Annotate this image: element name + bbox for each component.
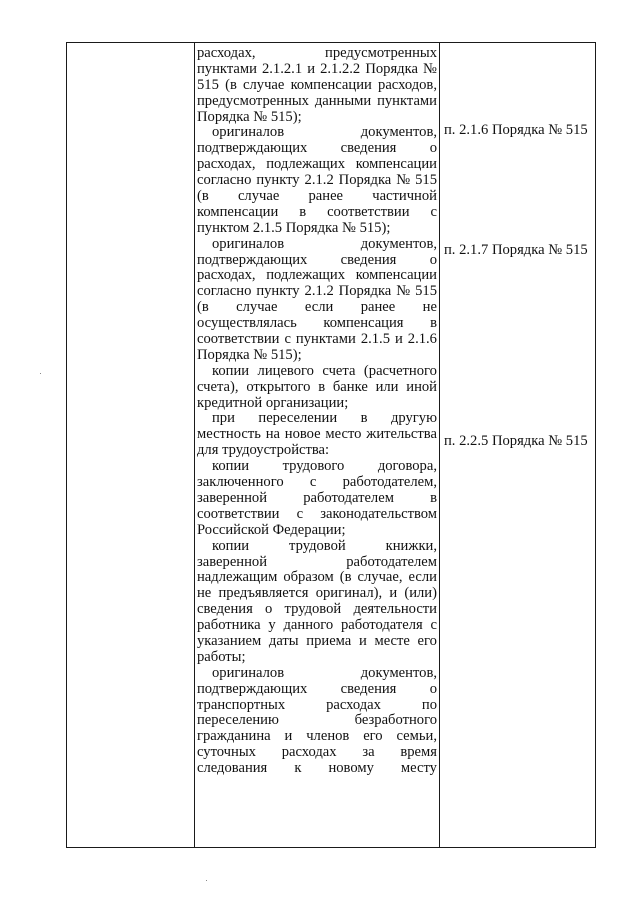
text-line — [197, 713, 437, 729]
word: случае — [237, 189, 280, 205]
word: расходах — [281, 745, 337, 761]
word: с — [430, 204, 437, 220]
word: случае — [243, 77, 285, 93]
word: компенсации — [197, 204, 279, 220]
word: 2.1.2.2 — [320, 61, 361, 77]
word: сведения — [197, 602, 253, 618]
word: расходов, — [378, 77, 437, 93]
word: пунктами — [377, 93, 437, 109]
word: (в — [197, 189, 209, 205]
word: 2.1.2 — [304, 284, 334, 300]
word: Порядка — [338, 284, 392, 300]
word: (в — [225, 77, 237, 93]
column-divider-2 — [439, 42, 440, 848]
word: если — [304, 300, 334, 316]
word: пунктами — [295, 332, 356, 348]
word: в — [430, 316, 437, 332]
word: и — [394, 332, 403, 348]
word: предусмотренных — [197, 93, 309, 109]
text-line — [197, 364, 437, 380]
word: с — [296, 506, 304, 522]
word: о — [429, 252, 437, 268]
word: не — [422, 300, 437, 316]
word: книжки, — [385, 538, 437, 554]
text-line — [197, 427, 437, 443]
word: заверенной — [197, 490, 268, 506]
text-line — [197, 507, 437, 523]
text-line — [197, 332, 437, 348]
word: оригиналов — [212, 665, 285, 681]
word: работодателем, — [342, 475, 437, 491]
text-line — [197, 268, 437, 284]
word: работника — [197, 618, 261, 634]
word: предъявляется — [218, 586, 309, 602]
word: местность — [197, 427, 261, 443]
word: 2.1.2 — [304, 173, 334, 189]
text-line — [197, 380, 437, 396]
word: (в — [339, 570, 352, 586]
word: или — [375, 379, 399, 395]
word: № — [396, 284, 411, 300]
text-line: пунктом 2.1.5 Порядка № 515); — [197, 220, 391, 236]
word: приема — [306, 633, 352, 649]
word: в — [299, 204, 307, 220]
word: суточных — [197, 745, 256, 761]
word: № — [423, 61, 437, 77]
word: законодательством — [320, 506, 437, 522]
text-line — [197, 475, 437, 491]
text-line: Порядка № 515); — [197, 109, 302, 125]
scan-speck — [40, 373, 41, 374]
word: переселении — [258, 411, 338, 427]
word: № — [396, 173, 411, 189]
text-line — [197, 141, 437, 157]
word: и — [389, 586, 398, 602]
word: компенсации — [355, 157, 437, 173]
word: компенсация — [323, 316, 404, 332]
word: работодателем — [303, 490, 394, 506]
word: ранее — [308, 189, 344, 205]
word: подлежащих — [266, 268, 346, 284]
word: сведения — [340, 681, 397, 697]
text-line — [197, 602, 437, 618]
word: семьи, — [396, 729, 437, 745]
text-line — [197, 570, 437, 586]
word: по — [421, 697, 437, 713]
word: оригинал), — [315, 586, 383, 602]
word: случае, — [357, 570, 403, 586]
word: сведения — [340, 252, 397, 268]
word: безработного — [354, 713, 437, 729]
word: если — [408, 570, 437, 586]
text-line: Порядка № 515); — [197, 347, 302, 363]
word: пункту — [256, 284, 300, 300]
word: в — [430, 490, 437, 506]
word: о — [265, 602, 273, 618]
text-line: Российской Федерации; — [197, 522, 346, 538]
table-border-bottom — [66, 847, 596, 848]
word: заключенного — [197, 475, 284, 491]
word: документов, — [360, 665, 437, 681]
text-line: работы; — [197, 649, 246, 665]
word: данными — [314, 93, 372, 109]
text-line — [197, 78, 437, 94]
text-line — [197, 253, 437, 269]
text-line: для трудоустройства: — [197, 443, 330, 459]
word: Порядка — [365, 61, 418, 77]
text-line — [197, 189, 437, 205]
word: сведения — [340, 141, 397, 157]
word: переселению — [197, 713, 279, 729]
text-line — [197, 586, 437, 602]
text-line — [197, 618, 437, 634]
word: (или) — [404, 586, 437, 602]
word: трудового — [282, 459, 345, 475]
text-line — [197, 157, 437, 173]
word: пунктами — [197, 61, 257, 77]
word: его — [417, 633, 437, 649]
word: за — [362, 745, 375, 761]
word: членов — [306, 729, 350, 745]
word: к — [294, 761, 302, 777]
text-line — [197, 666, 437, 682]
word: ранее — [360, 300, 396, 316]
word: лицевого — [257, 363, 314, 379]
text-line — [197, 62, 437, 78]
word: копии — [212, 459, 250, 475]
word: подтверждающих — [197, 681, 308, 697]
word: осуществлялась — [197, 316, 297, 332]
text-line — [197, 729, 437, 745]
word: с — [430, 618, 437, 634]
word: работодателя — [341, 618, 423, 634]
word: (расчетного — [363, 363, 437, 379]
word: надлежащим — [197, 570, 278, 586]
scan-speck — [206, 880, 207, 881]
text-line — [197, 459, 437, 475]
text-line — [197, 555, 437, 571]
word: пункту — [256, 173, 300, 189]
word: следования — [197, 761, 268, 777]
word: трудовой — [289, 538, 346, 554]
word: подтверждающих — [197, 252, 308, 268]
word: подлежащих — [266, 157, 346, 173]
word: расходах, — [197, 157, 256, 173]
text-line — [197, 698, 437, 714]
word: компенсации — [290, 77, 372, 93]
word: соответствии — [197, 506, 280, 522]
word: согласно — [197, 284, 252, 300]
word: счета), — [197, 379, 239, 395]
word: 515 — [415, 284, 437, 300]
word: и — [284, 729, 293, 745]
word: новому — [328, 761, 374, 777]
text-line — [197, 173, 437, 189]
reference-2-1-7: п. 2.1.7 Порядка № 515 — [444, 242, 588, 258]
reference-2-2-5: п. 2.2.5 Порядка № 515 — [444, 433, 588, 449]
word: новое — [284, 427, 321, 443]
word: 2.1.6 — [407, 332, 437, 348]
word: банке — [332, 379, 368, 395]
word: 515 — [415, 173, 437, 189]
word: о — [429, 141, 437, 157]
word: жительства — [366, 427, 437, 443]
word: трудовой — [284, 602, 342, 618]
word: иной — [406, 379, 437, 395]
word: документов, — [360, 125, 437, 141]
word: документов, — [360, 236, 437, 252]
word: другую — [390, 411, 437, 427]
text-line — [197, 300, 437, 316]
word: и — [358, 633, 367, 649]
middle-column-text — [197, 46, 437, 777]
word: деятельности — [353, 602, 437, 618]
text-line — [197, 539, 437, 555]
word: с — [284, 332, 291, 348]
text-line — [197, 491, 437, 507]
reference-2-1-6: п. 2.1.6 Порядка № 515 — [444, 122, 588, 138]
word: 2.1.5 — [360, 332, 390, 348]
word: подтверждающих — [197, 141, 308, 157]
word: и — [307, 61, 316, 77]
word: место — [325, 427, 362, 443]
word: счета — [322, 363, 356, 379]
text-line — [197, 205, 437, 221]
word: согласно — [197, 173, 252, 189]
word: открытого — [246, 379, 311, 395]
word: случае — [236, 300, 278, 316]
word: даты — [268, 633, 299, 649]
text-line — [197, 316, 437, 332]
word: указанием — [197, 633, 262, 649]
word: соответствии — [327, 204, 410, 220]
word: у — [268, 618, 276, 634]
word: работодателем — [346, 554, 437, 570]
word: Порядка — [338, 173, 392, 189]
word: компенсации — [355, 268, 437, 284]
word: расходах, — [197, 268, 256, 284]
word: данного — [283, 618, 334, 634]
word: предусмотренных — [325, 46, 437, 61]
word: время — [400, 745, 437, 761]
text-line — [197, 745, 437, 761]
word: соответствии — [197, 332, 280, 348]
text-line — [197, 237, 437, 253]
table-border-right — [595, 42, 596, 848]
word: при — [212, 411, 235, 427]
word: месту — [400, 761, 437, 777]
word: копии — [212, 538, 250, 554]
word: договора, — [377, 459, 437, 475]
word: транспортных — [197, 697, 286, 713]
text-line — [197, 125, 437, 141]
text-line — [197, 411, 437, 427]
text-line — [197, 284, 437, 300]
word: в — [318, 379, 326, 395]
word: в — [360, 411, 368, 427]
word: его — [363, 729, 383, 745]
word: образом — [283, 570, 334, 586]
text-line — [197, 634, 437, 650]
word: 515 — [197, 77, 219, 93]
word: расходах, — [197, 46, 256, 61]
word: расходах — [326, 697, 381, 713]
text-line — [197, 682, 437, 698]
word: не — [197, 586, 212, 602]
word: о — [429, 681, 437, 697]
word: на — [265, 427, 280, 443]
column-divider-1 — [194, 42, 195, 848]
text-line — [197, 761, 437, 777]
word: копии — [212, 363, 250, 379]
table-border-top — [66, 42, 596, 43]
word: заверенной — [197, 554, 268, 570]
word: частичной — [372, 189, 437, 205]
word: с — [309, 475, 317, 491]
text-line — [197, 94, 437, 110]
text-line — [197, 46, 437, 62]
text-line: кредитной организации; — [197, 395, 349, 411]
word: оригиналов — [212, 125, 285, 141]
table-border-left — [66, 42, 67, 848]
word: 2.1.2.1 — [261, 61, 303, 77]
word: месте — [374, 633, 410, 649]
word: (в — [197, 300, 209, 316]
word: оригиналов — [212, 236, 285, 252]
word: гражданина — [197, 729, 271, 745]
